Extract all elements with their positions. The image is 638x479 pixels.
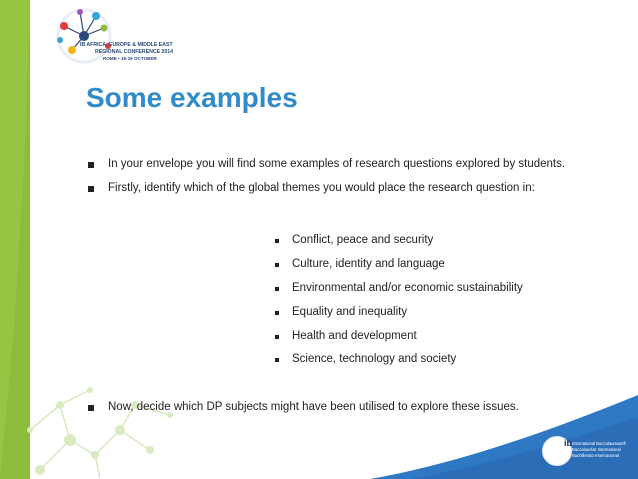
conference-logo-line1: IB AFRICA, EUROPE & MIDDLE EAST — [80, 42, 173, 48]
theme-text: Culture, identity and language — [292, 258, 445, 270]
theme-text: Environmental and/or economic sustainability — [292, 282, 523, 294]
conference-logo-line3: ROME • 16-19 OCTOBER — [103, 56, 157, 61]
square-bullet-icon — [275, 287, 279, 291]
slide-title: Some examples — [86, 82, 298, 113]
square-bullet-icon — [275, 335, 279, 339]
square-bullet-icon — [88, 186, 94, 192]
bullet-text: Firstly, identify which of the global themes you would place the research question in: — [108, 182, 535, 194]
ib-logo — [542, 430, 638, 470]
theme-text: Health and development — [292, 330, 417, 342]
ib-org-line: Bachillerato Internacional — [572, 453, 620, 458]
square-bullet-icon — [88, 405, 94, 411]
ib-org-line: Baccalauréat International — [572, 447, 621, 452]
square-bullet-icon — [275, 311, 279, 315]
theme-text: Equality and inequality — [292, 306, 408, 318]
bullet-text: In your envelope you will find some examples of research questions explored by students. — [108, 158, 566, 170]
theme-text: Conflict, peace and security — [292, 234, 434, 246]
bullet-text: Now, decide which DP subjects might have been utilised to explore these issues. — [108, 401, 519, 413]
ib-mark: ib — [564, 438, 572, 448]
square-bullet-icon — [275, 263, 279, 267]
conference-logo-line2: REGIONAL CONFERENCE 2014 — [95, 49, 174, 55]
ib-org-line: International Baccalaureate® — [572, 441, 627, 446]
molecule-decoration — [0, 360, 250, 479]
square-bullet-icon — [275, 358, 279, 362]
theme-text: Science, technology and society — [292, 353, 457, 365]
square-bullet-icon — [88, 162, 94, 168]
square-bullet-icon — [275, 239, 279, 243]
